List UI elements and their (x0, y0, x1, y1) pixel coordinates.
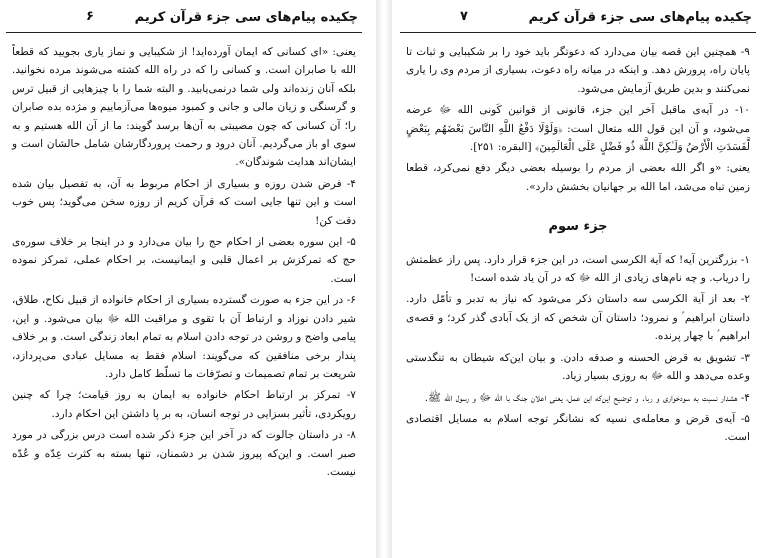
book-gutter (376, 0, 392, 558)
paragraph: ۵- آیه‌ی قرض و معامله‌ی نسیه که نشانگر توجه اسلام به مسایل اقتصادی است. (406, 412, 750, 444)
section-heading: جزء سوم (548, 219, 608, 235)
paragraph: ۸- در داستان جالوت که در آخر این جزء ذکر شده است درس بزرگی در مورد صبر است. و این‌که پیروز شدن بر دشمنان، تنها بسته به کثرت عِدّه و عُدّه نیست. (12, 429, 356, 478)
page-header (6, 6, 362, 33)
paragraph: ۱- بزرگترین آیه! که آیة الکرسی است، در این جزء قرار دارد. پس راز عظمتش را دریاب. و چه نام‌های زیادی از الله ﷻ که در آن یاد شده است! (406, 253, 750, 285)
paragraph: ۳- تشویق به قرض الحسنه و صدقه دادن. و بیان این‌که شیطان به تنگدستی وعده می‌دهد و الله ﷻ به روزی بسیار زیاد. (406, 351, 750, 383)
page-number: ۶ (86, 9, 94, 24)
paragraph: یعنی: «و اگر الله بعضی از مردم را بوسیله بعضی دیگر دفع نمی‌کرد، قطعا زمین تباه می‌شد، اما الله بر جهانیان بخشش دارد». (406, 162, 750, 193)
page-body (400, 33, 756, 447)
paragraph: ۹- همچنین این قصه بیان می‌دارد که دعوتگر باید خود را بر شکیبایی و ثبات تا پایان راه، پرورش دهد. و اینکه در میانه راه دعوت، بسیاری از مردم وی را یاری نمی‌کنند و بدین طریق آزمایش می‌شود. (406, 46, 750, 95)
paragraph: ۶- در این جزء به صورت گسترده بسیاری از احکام خانواده از قبیل نکاح، طلاق، شیر دادن نوزاد و ارتباط آن با تقوی و مراقبت الله ﷻ بیان می‌شود. و این، پیامی واضح و روشن در توجه دادن اسلام به تمام ابعاد زندگی است. و بر خلاف پندار برخی منافقین که می‌گویند: اسلام فقط به مسایل عبادی می‌پردازد، شریعت بر تمام تصمیمات و تصرّفات ما تسلّط کامل دارد. (12, 294, 356, 380)
header-title: چکیده پیام‌های سی جزء قرآن کریم (134, 10, 358, 25)
paragraph: ۴- هشدار نسبت به سودخواری و ربا. و توضیح این‌که این عمل، یعنی اعلان جنگ با الله ﷻ و رسول الله ﷺ. (424, 391, 750, 404)
paragraph: ۵- این سوره بعضی از احکام حج را بیان می‌دارد و در اینجا بر خلاف سوره‌ی حج که تمرکزش بر اعمال قلبی و ایمانیست، بر احکام عملی، تمرکز نموده است. (12, 236, 356, 285)
paragraph: ۱۰- در آیه‌ی ماقبل آخر این جزء، قانونی از قوانین کَونی الله ﷻ عرضه می‌شود، و آن این قول الله متعال است: ﴿وَلَوْلَا دَفْعُ اللَّهِ النَّاسَ بَعْضَهُم بِبَعْضٍ لَّفَسَدَتِ الْأَرْضُ وَلَـٰكِنَّ اللَّهَ ذُو فَضْلٍ عَلَى الْعَالَمِينَ﴾ [البقره: ۲۵۱]. (406, 104, 750, 154)
page-header (400, 6, 756, 33)
page-7 (400, 6, 756, 552)
paragraph: یعنی: «ای کسانی که ایمان آورده‌اید! از شکیبایی و نماز یاری بجویید که قطعاً الله با صابران است. و کسانی را که در راه الله کشته می‌شوند مرده نخوانید. بلکه آنان زنده‌اند ولی شما درنمی‌یابید. و البته شما را با چیزهایی از قبیل ترس و گرسنگی و زیان مالی و جانی و کمبود میوه‌ها می‌آزماییم و مژده بده صابران را؛ آن کسانی که چون مصیبتی به آن‌ها برسد گویند: ما از آن الله هستیم و به سوی او باز می‌گردیم. آنان درود و رحمت پروردگارشان شامل حالشان است و ایشان‌اند هدایت شوندگان». (12, 46, 356, 169)
paragraph: ۷- تمرکز بر ارتباط احکام خانواده به ایمان به روز قیامت؛ چرا که چنین رویکردی، تأثیر بسزایی در توجه انسان، به بر پا داشتن این احکام دارد. (12, 389, 356, 420)
paragraph: ۴- فرض شدن روزه و بسیاری از احکام مربوط به آن، به تفصیل بیان شده است و این تنها جایی است که قرآن کریم از روزه سخن می‌گوید؛ پس خوب دقت کن! (12, 177, 356, 227)
page-6 (6, 6, 362, 552)
header-title: چکیده پیام‌های سی جزء قرآن کریم (528, 10, 752, 25)
page-number: ۷ (460, 9, 468, 24)
page-body (6, 33, 362, 481)
paragraph: ۲- بعد از آیة الکرسی سه داستان ذکر می‌شود که نیاز به تدبر و تأمّل دارد. داستان ابراهیم ؑ و نمرود؛ داستان آن شخص که از یک آبادی گذر کرد؛ و قصه‌ی ابراهیم ؑ با چهار پرنده. (406, 293, 750, 343)
